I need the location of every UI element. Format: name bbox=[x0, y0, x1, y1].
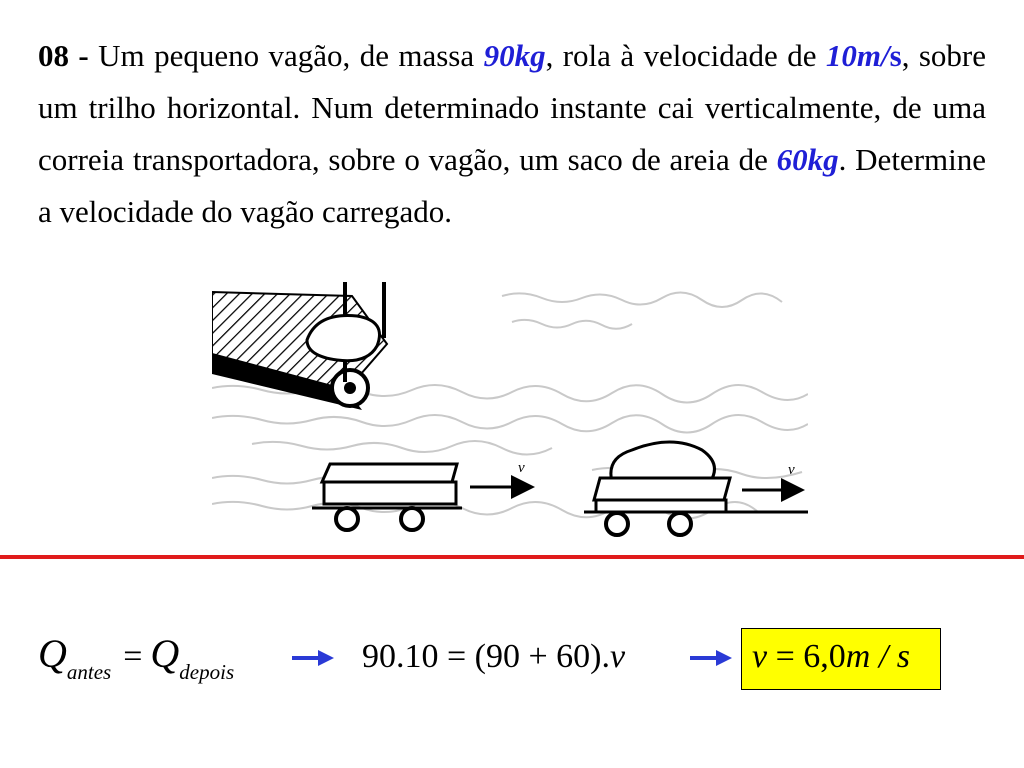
velocity-label-2: v bbox=[788, 462, 795, 478]
arrow-icon-2 bbox=[690, 648, 734, 668]
subscript-antes: antes bbox=[66, 660, 112, 684]
arrow-icon-1 bbox=[292, 648, 336, 668]
answer-unit: m / s bbox=[845, 638, 911, 675]
substitution-variable: v bbox=[610, 638, 626, 675]
problem-text-4: . Determine a velocidade do vagão carregado. bbox=[38, 142, 986, 229]
answer-value: = 6,0 bbox=[767, 638, 846, 675]
subscript-depois: depois bbox=[179, 660, 235, 684]
wagon-empty bbox=[312, 464, 462, 530]
problem-text-3: , sobre um trilho horizontal. Num determinado instante cai verticalmente, de uma correia transportadora, sobre o vagão, um saco de areia de bbox=[38, 38, 986, 177]
red-divider-line bbox=[0, 555, 1024, 559]
problem-number: 08 - bbox=[38, 38, 89, 73]
answer-variable: v bbox=[752, 638, 768, 675]
q-after: Q bbox=[150, 631, 180, 676]
problem-statement bbox=[38, 30, 986, 238]
speed-unit: s bbox=[889, 38, 902, 73]
problem-text-1: Um pequeno vagão, de massa bbox=[88, 38, 484, 73]
velocity-label-1: v bbox=[518, 460, 525, 476]
momentum-equation bbox=[38, 630, 234, 685]
problem-text-2: , rola à velocidade de bbox=[545, 38, 826, 73]
answer-equation bbox=[752, 638, 910, 676]
substitution-text: 90.10 = (90 + 60). bbox=[362, 638, 610, 675]
equals-sign: = bbox=[123, 638, 143, 675]
q-before: Q bbox=[38, 631, 67, 676]
substitution-equation bbox=[362, 638, 625, 676]
mass-value: 90kg bbox=[483, 38, 546, 73]
sand-mass-value: 60kg bbox=[776, 142, 839, 177]
conveyor-wagon-illustration bbox=[212, 282, 808, 540]
sand-bag-on-belt bbox=[307, 316, 380, 361]
speed-value: 10m/ bbox=[825, 38, 890, 73]
